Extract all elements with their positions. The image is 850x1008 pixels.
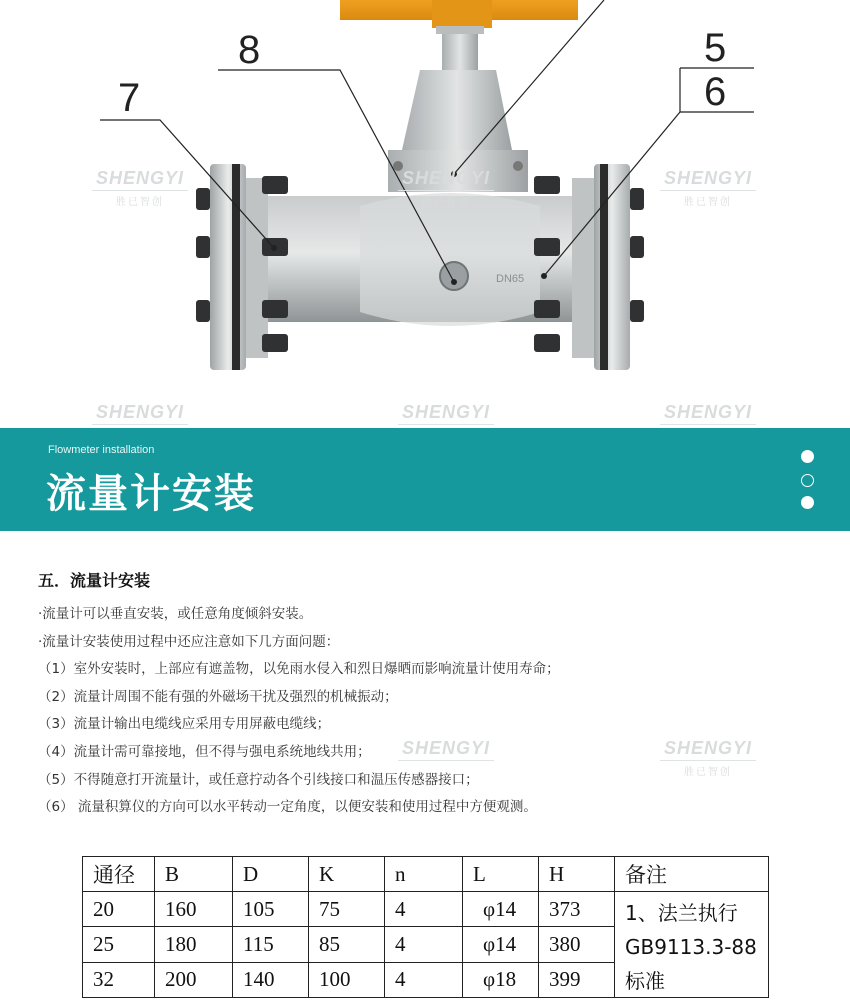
table-cell: 115 (233, 927, 309, 962)
table-cell: 160 (155, 892, 233, 927)
table-cell: φ14 (463, 927, 539, 962)
table-header: n (385, 857, 463, 892)
product-illustration (0, 0, 850, 428)
table-cell: 399 (539, 962, 615, 997)
table-cell: φ18 (463, 962, 539, 997)
meter-neck (442, 28, 478, 72)
note-line: ·流量计安装使用过程中还应注意如下几方面问题： (38, 633, 340, 650)
installation-notes (38, 568, 818, 822)
watermark-logo: SHENGYI (398, 402, 494, 425)
watermark-logo: SHENGYI 胜已智创 (398, 168, 494, 208)
table-cell: 4 (385, 927, 463, 962)
table-cell: 180 (155, 927, 233, 962)
table-header: D (233, 857, 309, 892)
carousel-dot[interactable] (801, 496, 814, 509)
meter-boss (402, 70, 512, 150)
note-line: （4）流量计需可靠接地，但不得与强电系统地线共用； (38, 743, 371, 760)
table-cell: 20 (83, 892, 155, 927)
table-cell: 4 (385, 962, 463, 997)
remark-cell (615, 892, 769, 998)
watermark-logo: SHENGYI 胜已智创 (660, 738, 756, 778)
note-line: （6） 流量积算仪的方向可以水平转动一定角度，以便安装和使用过程中方便观测。 (38, 799, 537, 816)
watermark-logo: SHENGYI 胜已智创 (660, 168, 756, 208)
table-header: K (309, 857, 385, 892)
table-header: H (539, 857, 615, 892)
remark-text: 1、法兰执行GB9113.3-88标准 (625, 901, 757, 993)
carousel-dot[interactable] (801, 450, 814, 463)
section-heading: 五．流量计安装 (38, 571, 151, 590)
callout-7: 7 (118, 76, 141, 120)
table-row (83, 892, 769, 927)
carousel-dot[interactable] (801, 474, 814, 487)
callout-5: 5 (704, 26, 727, 70)
table-cell: 75 (309, 892, 385, 927)
table-cell: 140 (233, 962, 309, 997)
note-line: （2）流量计周围不能有强的外磁场干扰及强烈的机械振动； (38, 688, 398, 705)
table-cell: 32 (83, 962, 155, 997)
table-cell: 105 (233, 892, 309, 927)
table-cell: 200 (155, 962, 233, 997)
watermark-logo: SHENGYI 胜已智创 (92, 168, 188, 208)
left-flange (210, 164, 246, 370)
watermark-logo: SHENGYI (92, 402, 188, 425)
table-header: L (463, 857, 539, 892)
callout-6: 6 (704, 70, 727, 114)
table-cell: 100 (309, 962, 385, 997)
note-line: （3）流量计输出电缆线应采用专用屏蔽电缆线； (38, 716, 331, 733)
watermark-logo: SHENGYI (660, 402, 756, 425)
note-line: （5）不得随意打开流量计，或任意拧动各个引线接口和温压传感器接口； (38, 771, 479, 788)
table-header-row (83, 857, 769, 892)
table-cell: 85 (309, 927, 385, 962)
table-header: 备注 (615, 857, 769, 892)
table-header: 通径 (83, 857, 155, 892)
dimension-table (82, 856, 769, 998)
watermark-logo: SHENGYI (398, 738, 494, 761)
table-cell: φ14 (463, 892, 539, 927)
table-cell: 380 (539, 927, 615, 962)
table-cell: 25 (83, 927, 155, 962)
banner-title: 流量计安装 (46, 471, 256, 517)
section-banner (0, 428, 850, 531)
table-header: B (155, 857, 233, 892)
table-cell: 4 (385, 892, 463, 927)
note-line: ·流量计可以垂直安装，或任意角度倾斜安装。 (38, 606, 313, 622)
sensor-port (440, 262, 468, 290)
svg-text:DN65: DN65 (496, 273, 525, 285)
table-cell: 373 (539, 892, 615, 927)
banner-subtitle: Flowmeter installation (48, 444, 155, 456)
note-line: （1）室外安装时，上部应有遮盖物，以免雨水侵入和烈日爆晒而影响流量计使用寿命； (38, 661, 560, 678)
callout-8: 8 (238, 28, 261, 72)
